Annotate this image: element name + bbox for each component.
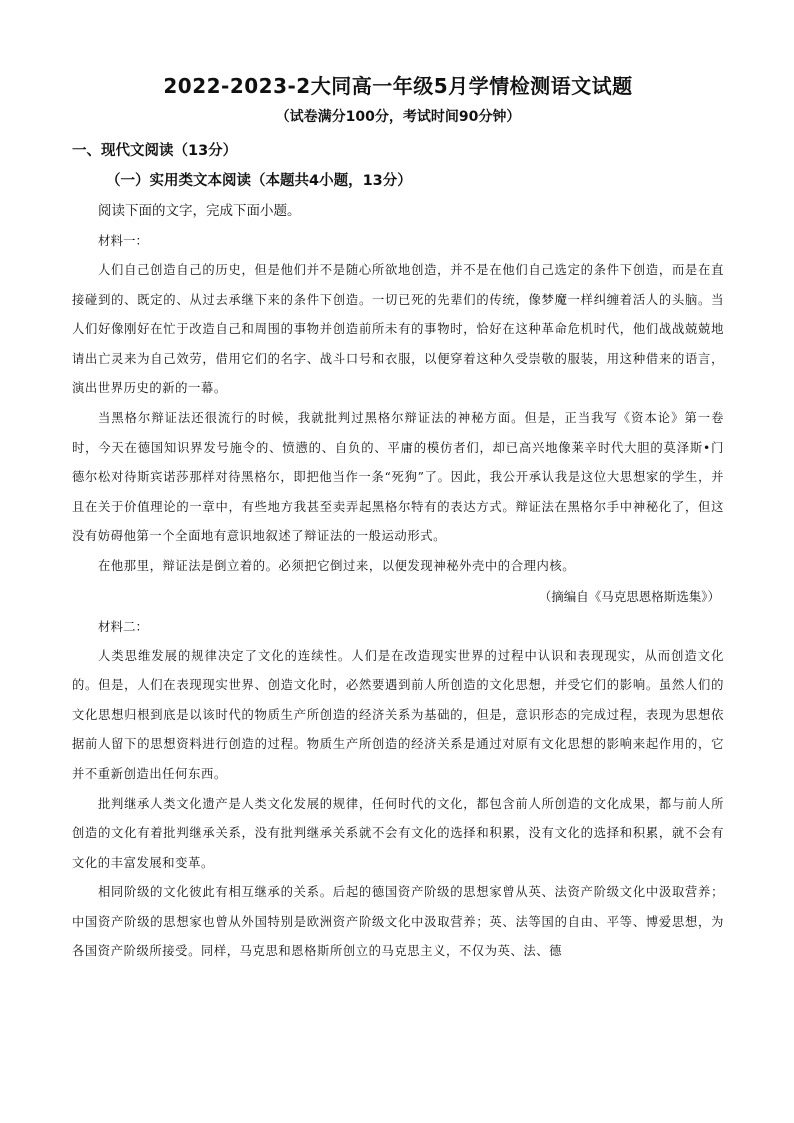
paragraph: 人们自己创造自己的历史，但是他们并不是随心所欲地创造，并不是在他们自己选定的条件下创造，而是在直接碰到的、既定的、从过去承继下来的条件下创造。一切已死的先辈们的传统，像梦魔一样纠缠着活人的头脑。当人们好像刚好在忙于改造自己和周围的事物并创造前所未有的事物时，恰好在这种革命危机时代，他们战战兢兢地请出亡灵来为自己效劳，借用它们的名字、战斗口号和衣服，以便穿着这种久受崇敬的服装，用这种借来的语言，演出世界历史的新的一幕。 bbox=[72, 263, 724, 396]
paragraph: 在他那里，辩证法是倒立着的。必须把它倒过来，以便发现神秘外壳中的合理内核。 bbox=[98, 558, 576, 573]
material-label: 材料一： bbox=[98, 233, 149, 248]
paragraph: 批判继承人类文化遗产是人类文化发展的规律，任何时代的文化，都包含前人所创造的文化成果，都与前人所创造的文化有着批判继承关系，没有批判继承关系就不会有文化的选择和积累，没有文化的选择和积累，就不会有文化的丰富发展和变革。 bbox=[72, 796, 724, 870]
page-title: 2022-2023-2大同高一年级5月学情检测语文试题 bbox=[163, 74, 633, 98]
section-heading: 一、现代文阅读（13分） bbox=[72, 143, 238, 159]
material-two bbox=[72, 612, 724, 968]
subsection-heading: （一）实用类文本阅读（本题共4小题，13分） bbox=[106, 173, 412, 189]
exam-info: （试卷满分100分，考试时间90分钟） bbox=[275, 109, 521, 125]
reading-instruction: 阅读下面的文字，完成下面小题。 bbox=[98, 203, 301, 219]
paragraph: 人类思维发展的规律决定了文化的连续性。人们是在改造现实世界的过程中认识和表现现实，从而创造文化的。但是，人们在表现现实世界、创造文化时，必然要遇到前人所创造的文化思想，并受它们的影响。虽然人们的文化思想归根到底是以该时代的物质生产所创造的经济关系为基础的，但是，意识形态的完成过程，表现为思想依据前人留下的思想资料进行创造的过程。物质生产所创造的经济关系是通过对原有文化思想的影响来起作用的，它并不重新创造出任何东西。 bbox=[72, 648, 724, 781]
material-label: 材料二： bbox=[98, 618, 149, 634]
source-citation: （摘编自《马克思恩格斯选集》） bbox=[538, 588, 720, 604]
paragraph: 相同阶级的文化彼此有相互继承的关系。后起的德国资产阶级的思想家曾从英、法资产阶级文化中汲取营养；中国资产阶级的思想家也曾从外国特别是欧洲资产阶级文化中汲取营养；英、法等国的自由、平等、博爱思想，为各国资产阶级所接受。同样，马克思和恩格斯所创立的马克思主义，不仅为英、法、德 bbox=[72, 885, 724, 959]
material-one bbox=[72, 226, 724, 612]
paragraph: 当黑格尔辩证法还很流行的时候，我就批判过黑格尔辩证法的神秘方面。但是，正当我写《资本论》第一卷时，今天在德国知识界发号施令的、愤懑的、自负的、平庸的模仿者们，却已高兴地像莱辛时代大胆的莫泽斯•门德尔松对待斯宾诺莎那样对待黑格尔，即把他当作一条“死狗”了。因此，我公开承认我是这位大思想家的学生，并且在关于价值理论的一章中，有些地方我甚至卖弄起黑格尔特有的表达方式。辩证法在黑格尔手中神秘化了，但这没有妨碍他第一个全面地有意识地叙述了辩证法的一般运动形式。 bbox=[72, 410, 724, 544]
